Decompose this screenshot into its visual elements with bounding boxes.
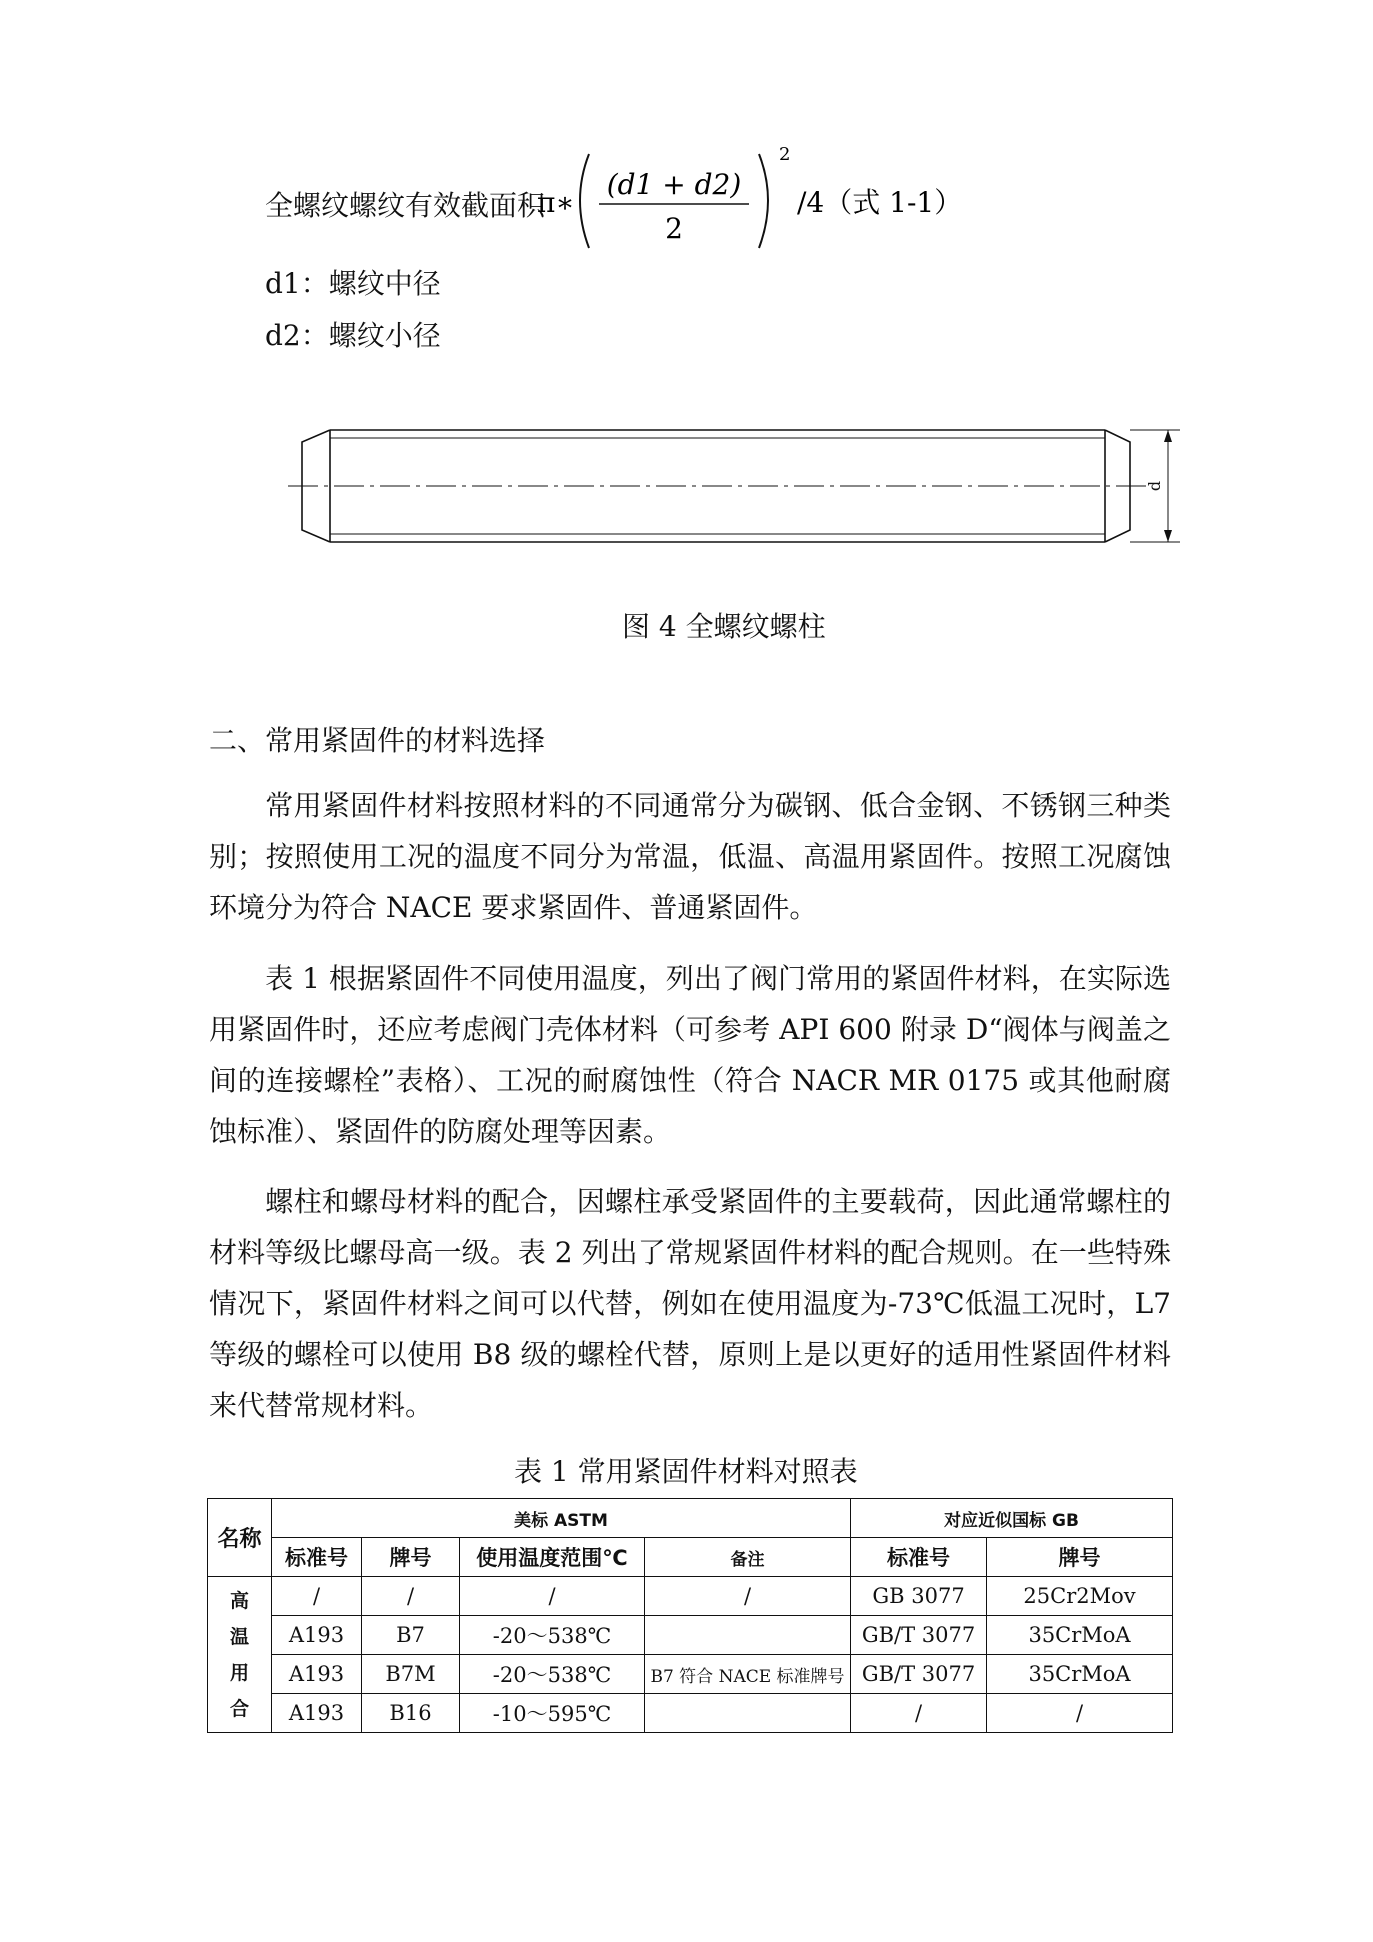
cell: -10～595℃ [460,1694,645,1733]
paragraph-text: 表 1 根据紧固件不同使用温度，列出了阀门常用的紧固件材料，在实际选用紧固件时，还应考虑阀门壳体材料（可参考 API 600 附录 D“阀体与阀盖之间的连接螺栓”表格）、工况的耐腐蚀性（符合 NACR MR 0175 或其他耐腐蚀标准）、紧固件的防腐处理等因素。 [209,962,1171,1148]
paragraph-table1-intro [209,953,1171,1157]
table-row [208,1694,1173,1733]
group-label-high-temp [208,1577,272,1733]
table-row [208,1616,1173,1655]
dimension-arrow-bottom [1164,530,1172,542]
formula-left-paren [580,154,589,248]
fastener-material-table [207,1498,1173,1733]
table-caption: 表 1 常用紧固件材料对照表 [514,1455,858,1488]
paragraph-material-categories [209,780,1171,933]
cell: -20～538℃ [460,1655,645,1694]
cell: / [460,1577,645,1616]
cell: GB/T 3077 [851,1616,987,1655]
cell: 25Cr2Mov [987,1577,1173,1616]
cell: B7M [362,1655,460,1694]
formula-exponent: 2 [779,144,791,165]
header-gb: 对应近似国标 GB [851,1499,1173,1538]
table-header-row [208,1499,1173,1538]
paragraph-stud-nut-matching [209,1176,1171,1431]
dimension-arrow-top [1164,430,1172,442]
cell: B7 符合 NACE 标准牌号 [645,1655,851,1694]
subheader-remarks: 备注 [645,1538,851,1577]
cell: A193 [272,1694,362,1733]
cell: GB/T 3077 [851,1655,987,1694]
stud-bolt-drawing [280,410,1200,560]
figure-caption: 图 4 全螺纹螺柱 [622,610,826,643]
cell: 35CrMoA [987,1655,1173,1694]
subheader-gb-grade: 牌号 [987,1538,1173,1577]
cell: A193 [272,1655,362,1694]
header-astm: 美标 ASTM [272,1499,851,1538]
table-row [208,1577,1173,1616]
formula-label: 全螺纹螺纹有效截面积 [265,189,546,222]
cell: / [645,1577,851,1616]
definition-d2: d2：螺纹小径 [265,319,441,352]
formula-suffix: /4（式 1-1） [797,186,963,219]
formula-right-paren [759,154,768,248]
cell [645,1694,851,1733]
group-label-char: 温 [229,1625,249,1648]
cell [645,1616,851,1655]
group-label-char: 合 [229,1697,249,1720]
cell: B7 [362,1616,460,1655]
cell: / [272,1577,362,1616]
table-subheader-row [208,1538,1173,1577]
cell: B16 [362,1694,460,1733]
table-row [208,1655,1173,1694]
formula-denominator: 2 [665,212,683,245]
header-name: 名称 [208,1499,272,1577]
paragraph-text: 螺柱和螺母材料的配合，因螺柱承受紧固件的主要载荷，因此通常螺柱的材料等级比螺母高一级。表 2 列出了常规紧固件材料的配合规则。在一些特殊情况下，紧固件材料之间可以代替，例如在使用温度为-73℃低温工况时，L7 等级的螺栓可以使用 B8 级的螺栓代替，原则上是以更好的适用性紧固件材料来代替常规材料。 [209,1185,1171,1422]
cell: / [851,1694,987,1733]
subheader-astm-standard: 标准号 [272,1538,362,1577]
cell: 35CrMoA [987,1616,1173,1655]
cell: -20～538℃ [460,1616,645,1655]
group-label-char: 高 [229,1589,249,1612]
cell: A193 [272,1616,362,1655]
dimension-label: d [1145,480,1164,492]
subheader-temp-range: 使用温度范围℃ [460,1538,645,1577]
paragraph-text: 常用紧固件材料按照材料的不同通常分为碳钢、低合金钢、不锈钢三种类别；按照使用工况的温度不同分为常温，低温、高温用紧固件。按照工况腐蚀环境分为符合 NACE 要求紧固件、普通紧固件。 [209,789,1171,924]
group-label-char: 用 [229,1661,249,1684]
formula-pi: π∗ [537,186,575,219]
definition-d1: d1：螺纹中径 [265,267,441,300]
formula-numerator: (d1 + d2) [606,168,742,201]
subheader-astm-grade: 牌号 [362,1538,460,1577]
subheader-gb-standard: 标准号 [851,1538,987,1577]
cell: GB 3077 [851,1577,987,1616]
cell: / [362,1577,460,1616]
formula-math [537,140,1177,260]
section-heading: 二、常用紧固件的材料选择 [209,724,546,757]
cell: / [987,1694,1173,1733]
